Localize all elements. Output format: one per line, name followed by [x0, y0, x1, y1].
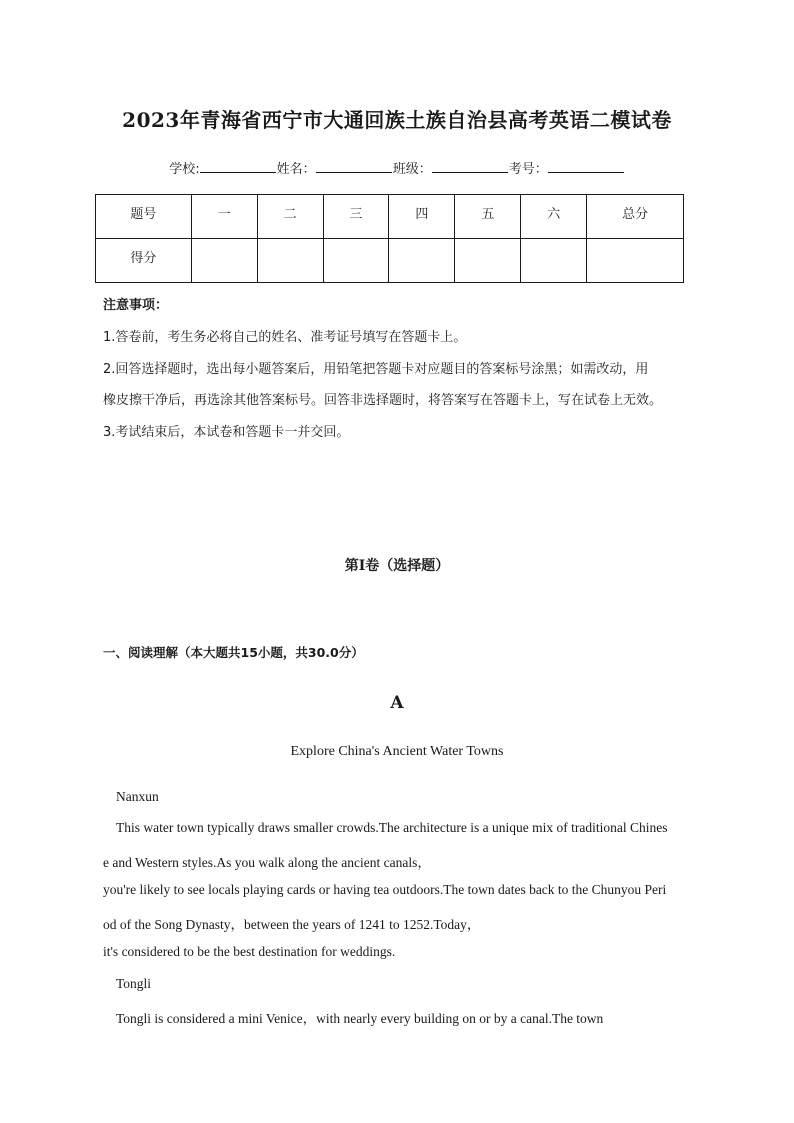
score-cell-1[interactable] [191, 239, 257, 283]
score-cell-3[interactable] [323, 239, 389, 283]
score-table-score-row [96, 239, 684, 283]
passage-letter: A [390, 693, 404, 713]
class-blank[interactable] [432, 160, 508, 173]
name-blank[interactable] [316, 160, 392, 173]
note-item-3: 3.考试结束后，本试卷和答题卡一并交回。 [103, 425, 350, 440]
school-label: 学校: [169, 162, 200, 177]
part-title: 一、阅读理解（本大题共15小题，共30.0分） [103, 645, 364, 660]
passage-line-4: you're likely to see locals playing cards or having tea outdoors.The town dates back to the Chunyou Peri [103, 882, 667, 897]
note-item-2-continued: 橡皮擦干净后，再选涂其他答案标号。回答非选择题时，将答案写在答题卡上，写在试卷上无效。 [103, 393, 663, 408]
header-cell-5: 五 [455, 195, 521, 239]
score-cell-total[interactable] [587, 239, 684, 283]
header-cell-4: 四 [389, 195, 455, 239]
notes-title: 注意事项： [103, 298, 169, 313]
school-blank[interactable] [200, 160, 276, 173]
passage-line-7: Tongli [116, 976, 152, 991]
score-row-label: 得分 [96, 239, 192, 283]
header-cell-total: 总分 [587, 195, 684, 239]
note-item-2: 2.回答选择题时，选出每小题答案后，用铅笔把答题卡对应题目的答案标号涂黑；如需改动，用 [103, 362, 649, 377]
exam-title: 2023年青海省西宁市大通回族土族自治县高考英语二模试卷 [122, 108, 672, 132]
note-item-1: 1.答卷前，考生务必将自己的姓名、准考证号填写在答题卡上。 [103, 330, 467, 345]
score-table [95, 194, 684, 283]
class-label: 班级： [392, 162, 432, 177]
passage-line-3: e and Western styles.As you walk along the ancient canals， [103, 855, 431, 870]
score-cell-2[interactable] [257, 239, 323, 283]
id-label: 考号： [508, 162, 548, 177]
header-cell-2: 二 [257, 195, 323, 239]
id-blank[interactable] [548, 160, 624, 173]
passage-line-2: This water town typically draws smaller crowds.The architecture is a unique mix of traditional Chines [116, 820, 668, 835]
header-cell-question-number: 题号 [96, 195, 192, 239]
score-table-header-row [96, 195, 684, 239]
header-cell-6: 六 [521, 195, 587, 239]
passage-line-8: Tongli is considered a mini Venice，with nearly every building on or by a canal.The town [116, 1011, 604, 1026]
score-cell-6[interactable] [521, 239, 587, 283]
passage-line-6: it's considered to be the best destination for weddings. [103, 944, 396, 959]
name-label: 姓名： [276, 162, 316, 177]
passage-title: Explore China's Ancient Water Towns [290, 744, 504, 759]
header-cell-3: 三 [323, 195, 389, 239]
section-title: 第Ⅰ卷（选择题） [344, 558, 450, 574]
passage-line-1: Nanxun [116, 789, 159, 804]
score-cell-4[interactable] [389, 239, 455, 283]
passage-line-5: od of the Song Dynasty，between the years of 1241 to 1252.Today， [103, 917, 481, 932]
score-cell-5[interactable] [455, 239, 521, 283]
header-cell-1: 一 [191, 195, 257, 239]
student-info-line [0, 158, 794, 177]
